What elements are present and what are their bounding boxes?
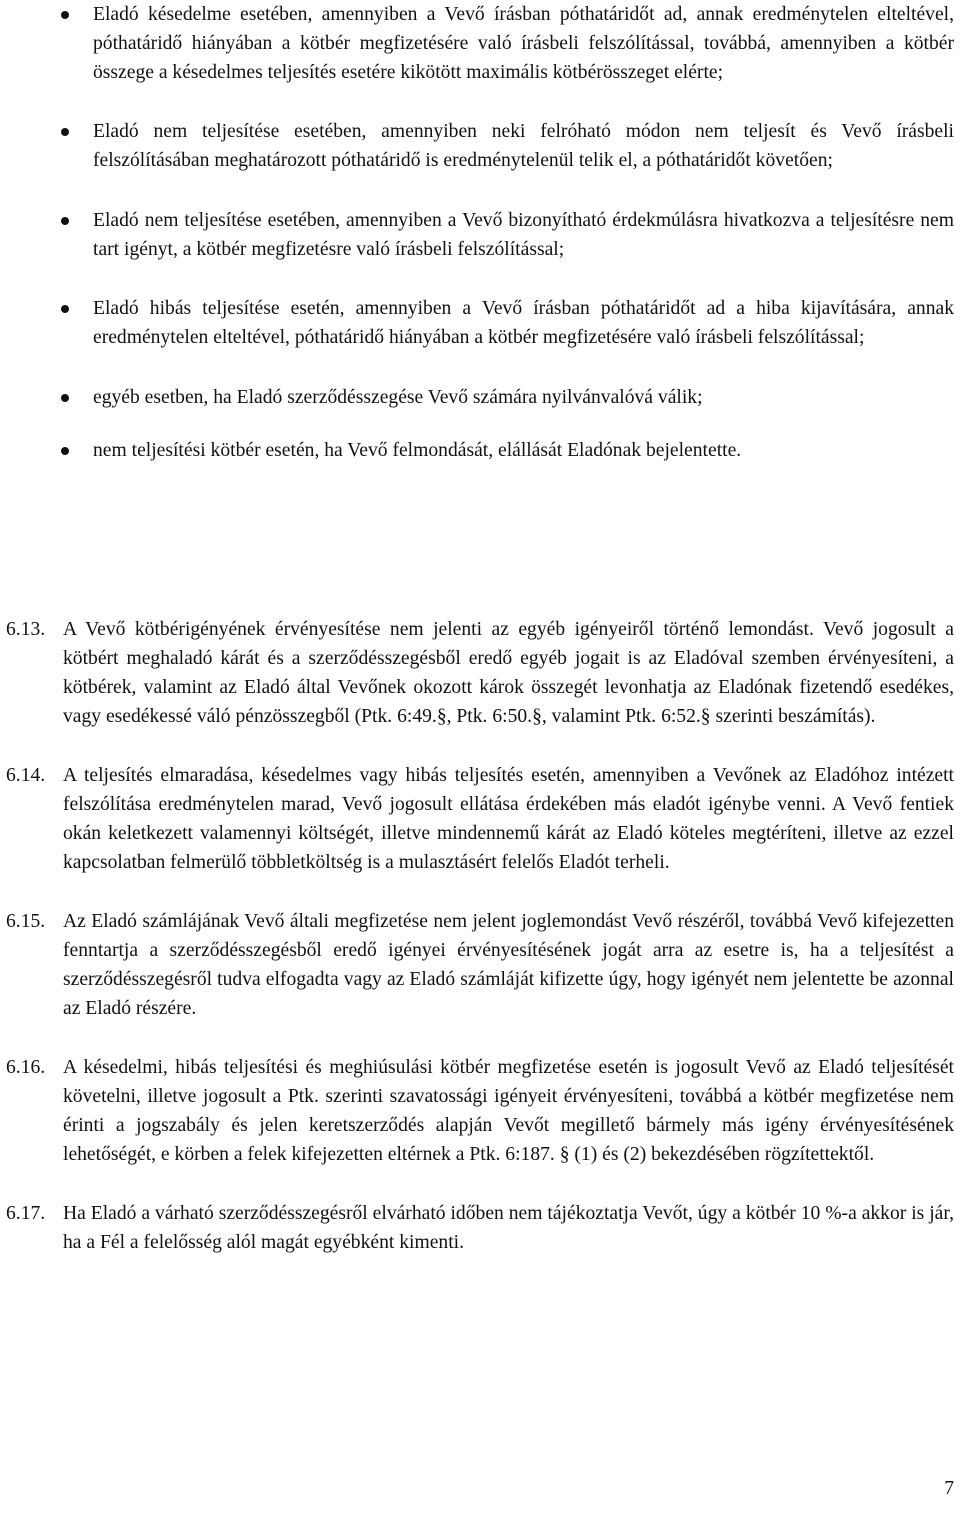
section-text: A Vevő kötbérigényének érvényesítése nem jelenti az egyéb igényeiről történő lemondást. Vevő jogosult a kötbért meghaladó kárát és a szerződésszegésből eredő egyéb jogait is az Eladóval szemben érvényesíteni, a kötbérek, valamint az Eladó által Vevőnek okozott károk összegét levonhatja az Eladónak fizetendő esedékes, vagy esedékessé váló pénzösszegből (Ptk. 6:49.§, Ptk. 6:50.§, valamint Ptk. 6:52.§ szerinti beszámítás). — [63, 619, 954, 727]
bullet-text: Eladó nem teljesítése esetében, amennyiben a Vevő bizonyítható érdekmúlásra hivatkozva a teljesítésre nem tart igényt, a kötbér megfizetésre való írásbeli felszólítással; — [93, 210, 954, 260]
section-6-13 — [0, 615, 960, 731]
bullet-item — [0, 383, 960, 412]
section-number: 6.17. — [6, 1203, 46, 1224]
bullet-dot-icon — [61, 305, 69, 313]
bullet-item — [0, 0, 960, 87]
bullet-text: nem teljesítési kötbér esetén, ha Vevő felmondását, elállását Eladónak bejelentette. — [93, 440, 742, 461]
bullet-dot-icon — [61, 128, 69, 136]
section-6-17 — [0, 1199, 960, 1257]
bullet-dot-icon — [61, 217, 69, 225]
section-number: 6.15. — [6, 911, 46, 932]
bullet-text: Eladó hibás teljesítése esetén, amennyiben a Vevő írásban póthatáridőt ad a hiba kijavítására, annak eredménytelen elteltével, póthatáridő hiányában a kötbér megfizetésére való írásbeli felszólítással; — [93, 298, 954, 348]
section-text: Ha Eladó a várható szerződésszegésről elvárható időben nem tájékoztatja Vevőt, úgy a kötbér 10 %-a akkor is jár, ha a Fél a felelősség alól magát egyébként kimenti. — [63, 1203, 954, 1253]
section-text: A teljesítés elmaradása, késedelmes vagy hibás teljesítés esetén, amennyiben a Vevőnek az Eladóhoz intézett felszólítása eredménytelen marad, Vevő jogosult ellátása érdekében más eladót igénybe venni. A Vevő fentiek okán keletkezett valamennyi költségét, illetve mindennemű kárát az Eladó köteles megtéríteni, illetve az ezzel kapcsolatban felmerülő többletköltség is a mulasztásért felelős Eladót terheli. — [63, 765, 954, 873]
bullet-dot-icon — [61, 11, 69, 19]
numbered-sections — [0, 615, 960, 1287]
section-6-15 — [0, 907, 960, 1023]
bullet-item — [0, 294, 960, 352]
bullet-item — [0, 117, 960, 175]
bullet-list — [0, 0, 960, 465]
bullet-text: egyéb esetben, ha Eladó szerződésszegése Vevő számára nyilvánvalóvá válik; — [93, 387, 703, 408]
section-number: 6.16. — [6, 1057, 46, 1078]
section-6-14 — [0, 761, 960, 877]
bullet-text: Eladó késedelme esetében, amennyiben a Vevő írásban póthatáridőt ad, annak eredménytelen elteltével, póthatáridő hiányában a kötbér megfizetésére való írásbeli felszólítással, továbbá, amennyiben a kötbér összege a késedelmes teljesítés esetére kikötött maximális kötbérösszeget elérte; — [93, 4, 954, 83]
section-6-16 — [0, 1053, 960, 1169]
bullet-dot-icon — [61, 447, 69, 455]
section-text: Az Eladó számlájának Vevő általi megfizetése nem jelent joglemondást Vevő részéről, továbbá Vevő kifejezetten fenntartja a szerződésszegésből eredő igényei érvényesítésének jogát arra az esetre is, ha a teljesítést a szerződésszegésről tudva elfogadta vagy az Eladó számláját kifizette úgy, hogy igényét nem jelentette be azonnal az Eladó részére. — [63, 911, 954, 1019]
bullet-item — [0, 436, 960, 465]
page-number: 7 — [944, 1478, 954, 1499]
section-number: 6.13. — [6, 619, 46, 640]
bullet-dot-icon — [61, 394, 69, 402]
section-number: 6.14. — [6, 765, 46, 786]
bullet-text: Eladó nem teljesítése esetében, amennyiben neki felróható módon nem teljesít és Vevő írásbeli felszólításában meghatározott póthatáridő is eredménytelenül telik el, a póthatáridőt követően; — [93, 121, 954, 171]
section-text: A késedelmi, hibás teljesítési és meghiúsulási kötbér megfizetése esetén is jogosult Vevő az Eladó teljesítését követelni, illetve jogosult a Ptk. szerinti szavatossági igényeit érvényesíteni, továbbá a kötbér megfizetése nem érinti a jogszabály és jelen keretszerződés alapján Vevőt megillető bármely más igény érvényesítésének lehetőségét, e körben a felek kifejezetten eltérnek a Ptk. 6:187. § (1) és (2) bekezdésében rögzítettektől. — [63, 1057, 954, 1165]
bullet-item — [0, 206, 960, 264]
